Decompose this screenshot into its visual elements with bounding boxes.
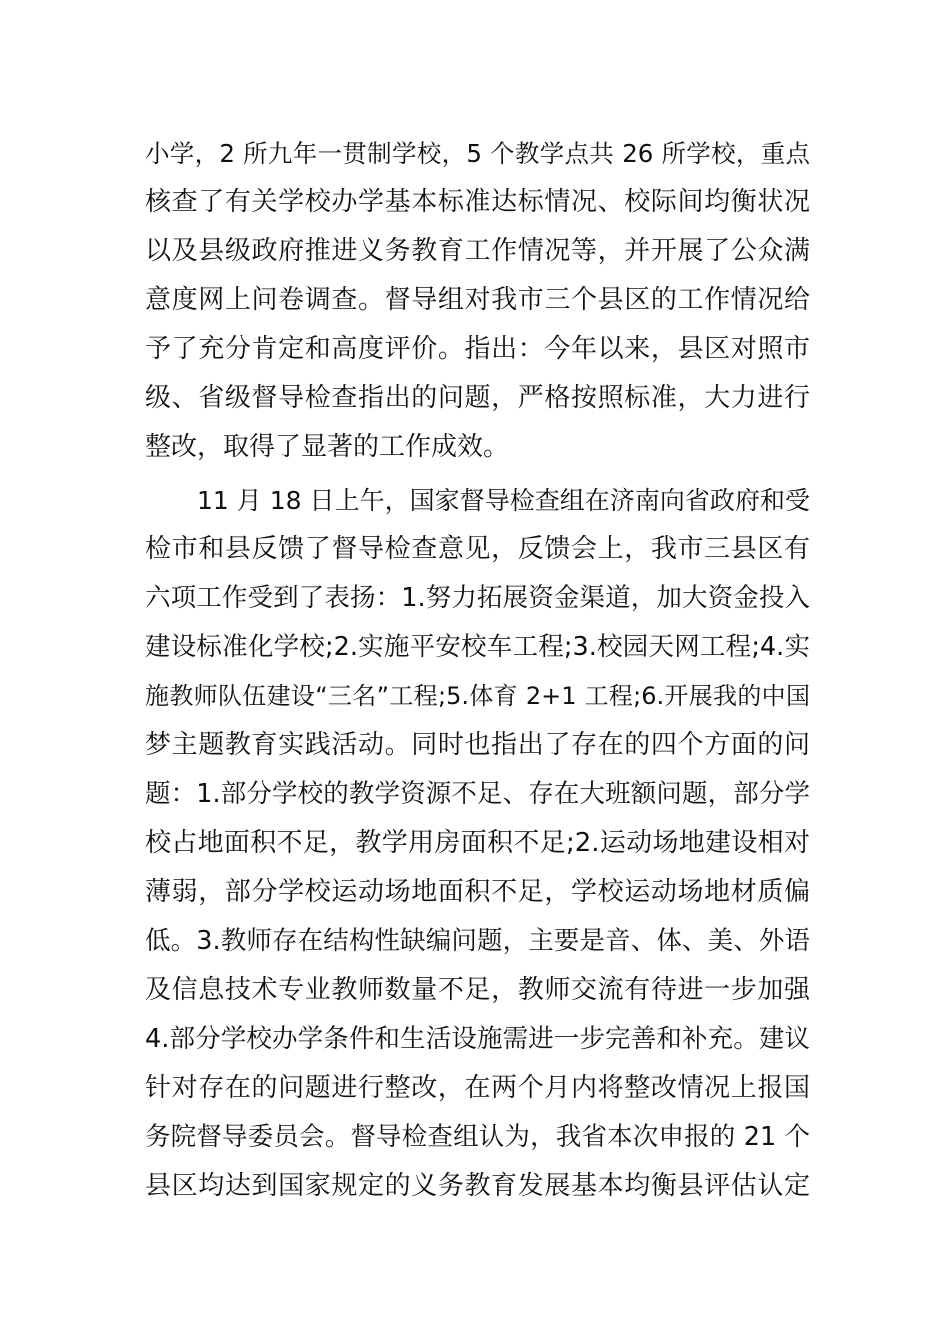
text-line: 薄弱，部分学校运动场地面积不足，学校运动场地材质偏 [145, 877, 810, 907]
text-line: 校占地面积不足，教学用房面积不足;2.运动场地建设相对 [145, 828, 810, 858]
text-line: 4.部分学校办学条件和生活设施需进一步完善和补充。建议 [145, 1024, 810, 1054]
text-line: 小学，2 所九年一贯制学校，5 个教学点共 26 所学校，重点 [145, 139, 810, 168]
paragraph-1 [145, 129, 810, 472]
text-line: 务院督导委员会。督导检查组认为，我省本次申报的 21 个 [145, 1122, 810, 1152]
text-line: 梦主题教育实践活动。同时也指出了存在的四个方面的问 [145, 730, 810, 760]
text-line: 予了充分肯定和高度评价。指出：今年以来，县区对照市 [145, 334, 810, 364]
text-line: 六项工作受到了表扬：1.努力拓展资金渠道，加大资金投入 [145, 583, 810, 613]
text-line: 以及县级政府推进义务教育工作情况等，并开展了公众满 [145, 236, 810, 266]
text-line: 建设标准化学校;2.实施平安校车工程;3.校园天网工程;4.实 [145, 632, 810, 662]
text-line: 题：1.部分学校的教学资源不足、存在大班额问题，部分学 [145, 779, 810, 809]
text-line: 针对存在的问题进行整改，在两个月内将整改情况上报国 [145, 1073, 810, 1103]
text-line: 意度网上问卷调查。督导组对我市三个县区的工作情况给 [145, 285, 810, 315]
text-line: 整改，取得了显著的工作成效。 [145, 432, 510, 462]
text-line: 县区均达到国家规定的义务教育发展基本均衡县评估认定 [145, 1171, 810, 1201]
text-line: 11 月 18 日上午，国家督导检查组在济南向省政府和受 [197, 486, 810, 515]
text-line: 级、省级督导检查指出的问题，严格按照标准，大力进行 [145, 383, 810, 413]
paragraph-2 [145, 476, 810, 1211]
text-line: 施教师队伍建设“三名”工程;5.体育 2+1 工程;6.开展我的中国 [145, 682, 810, 710]
text-line: 低。3.教师存在结构性缺编问题，主要是音、体、美、外语 [145, 926, 810, 956]
text-line: 及信息技术专业教师数量不足，教师交流有待进一步加强 [145, 975, 810, 1005]
text-line: 核查了有关学校办学基本标准达标情况、校际间均衡状况 [145, 187, 810, 217]
text-line: 检市和县反馈了督导检查意见，反馈会上，我市三县区有 [145, 534, 810, 564]
